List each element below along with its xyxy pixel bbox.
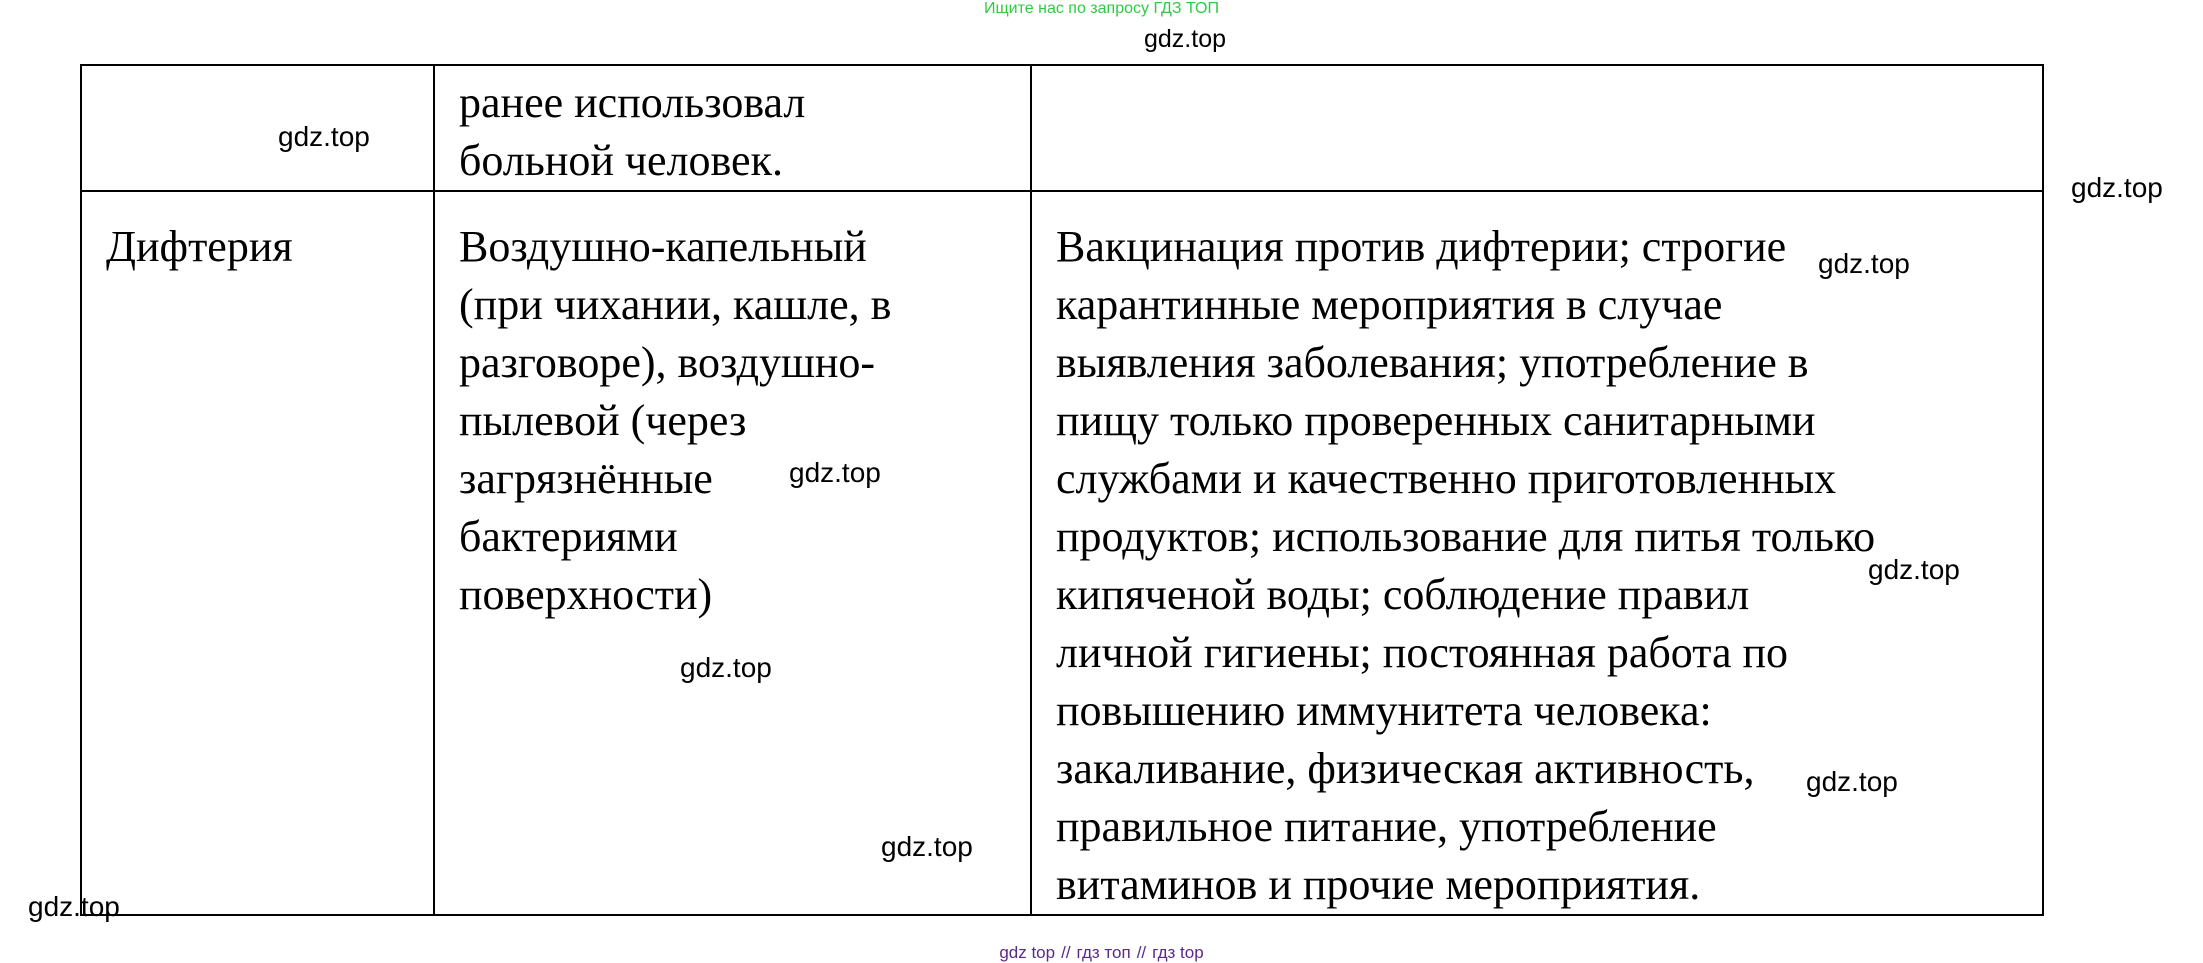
watermark: gdz.top bbox=[881, 831, 973, 862]
footer-link[interactable]: гдз топ bbox=[1076, 943, 1131, 962]
disease-cell: Дифтерия bbox=[81, 191, 434, 915]
watermark: gdz.top bbox=[680, 652, 772, 683]
watermark: gdz.top bbox=[28, 891, 120, 922]
prevention-cell bbox=[1031, 65, 2043, 191]
watermark: gdz.top bbox=[789, 457, 881, 488]
watermark: gdz.top bbox=[1144, 25, 1227, 53]
disease-table bbox=[80, 64, 2044, 916]
footer-link[interactable]: gdz top bbox=[999, 943, 1056, 962]
disease-cell bbox=[81, 65, 434, 191]
footer-link[interactable]: гдз top bbox=[1152, 943, 1204, 962]
watermark: gdz.top bbox=[1818, 248, 1910, 279]
watermark: gdz.top bbox=[1806, 766, 1898, 797]
table-row bbox=[81, 65, 2043, 191]
transmission-cell: Воздушно-капельный (при чихании, кашле, в разговоре), воздушно- пылевой (через загрязнённые бактериями поверхности) bbox=[434, 191, 1031, 915]
prevention-cell: Вакцинация против дифтерии; строгие карантинные мероприятия в случае выявления заболевания; употребление в пищу только проверенных санитарными службами и качественно приготовленных продуктов; использование для питья только кипяченой воды; соблюдение правил личной гигиены; постоянная работа по повышению иммунитета человека: закаливание, физическая активность, правильное питание, употребление витаминов и прочие мероприятия. bbox=[1031, 191, 2043, 915]
watermark: gdz.top bbox=[278, 121, 370, 152]
watermark: gdz.top bbox=[1868, 554, 1960, 585]
table-row bbox=[81, 191, 2043, 915]
transmission-cell: ранее использовал больной человек. bbox=[434, 65, 1031, 191]
watermark: gdz.top bbox=[2071, 172, 2163, 203]
footer-separator: // bbox=[1136, 943, 1147, 962]
footer-links bbox=[0, 943, 2203, 963]
footer-separator: // bbox=[1061, 943, 1071, 962]
search-banner: Ищите нас по запросу ГДЗ ТОП bbox=[984, 0, 1219, 17]
